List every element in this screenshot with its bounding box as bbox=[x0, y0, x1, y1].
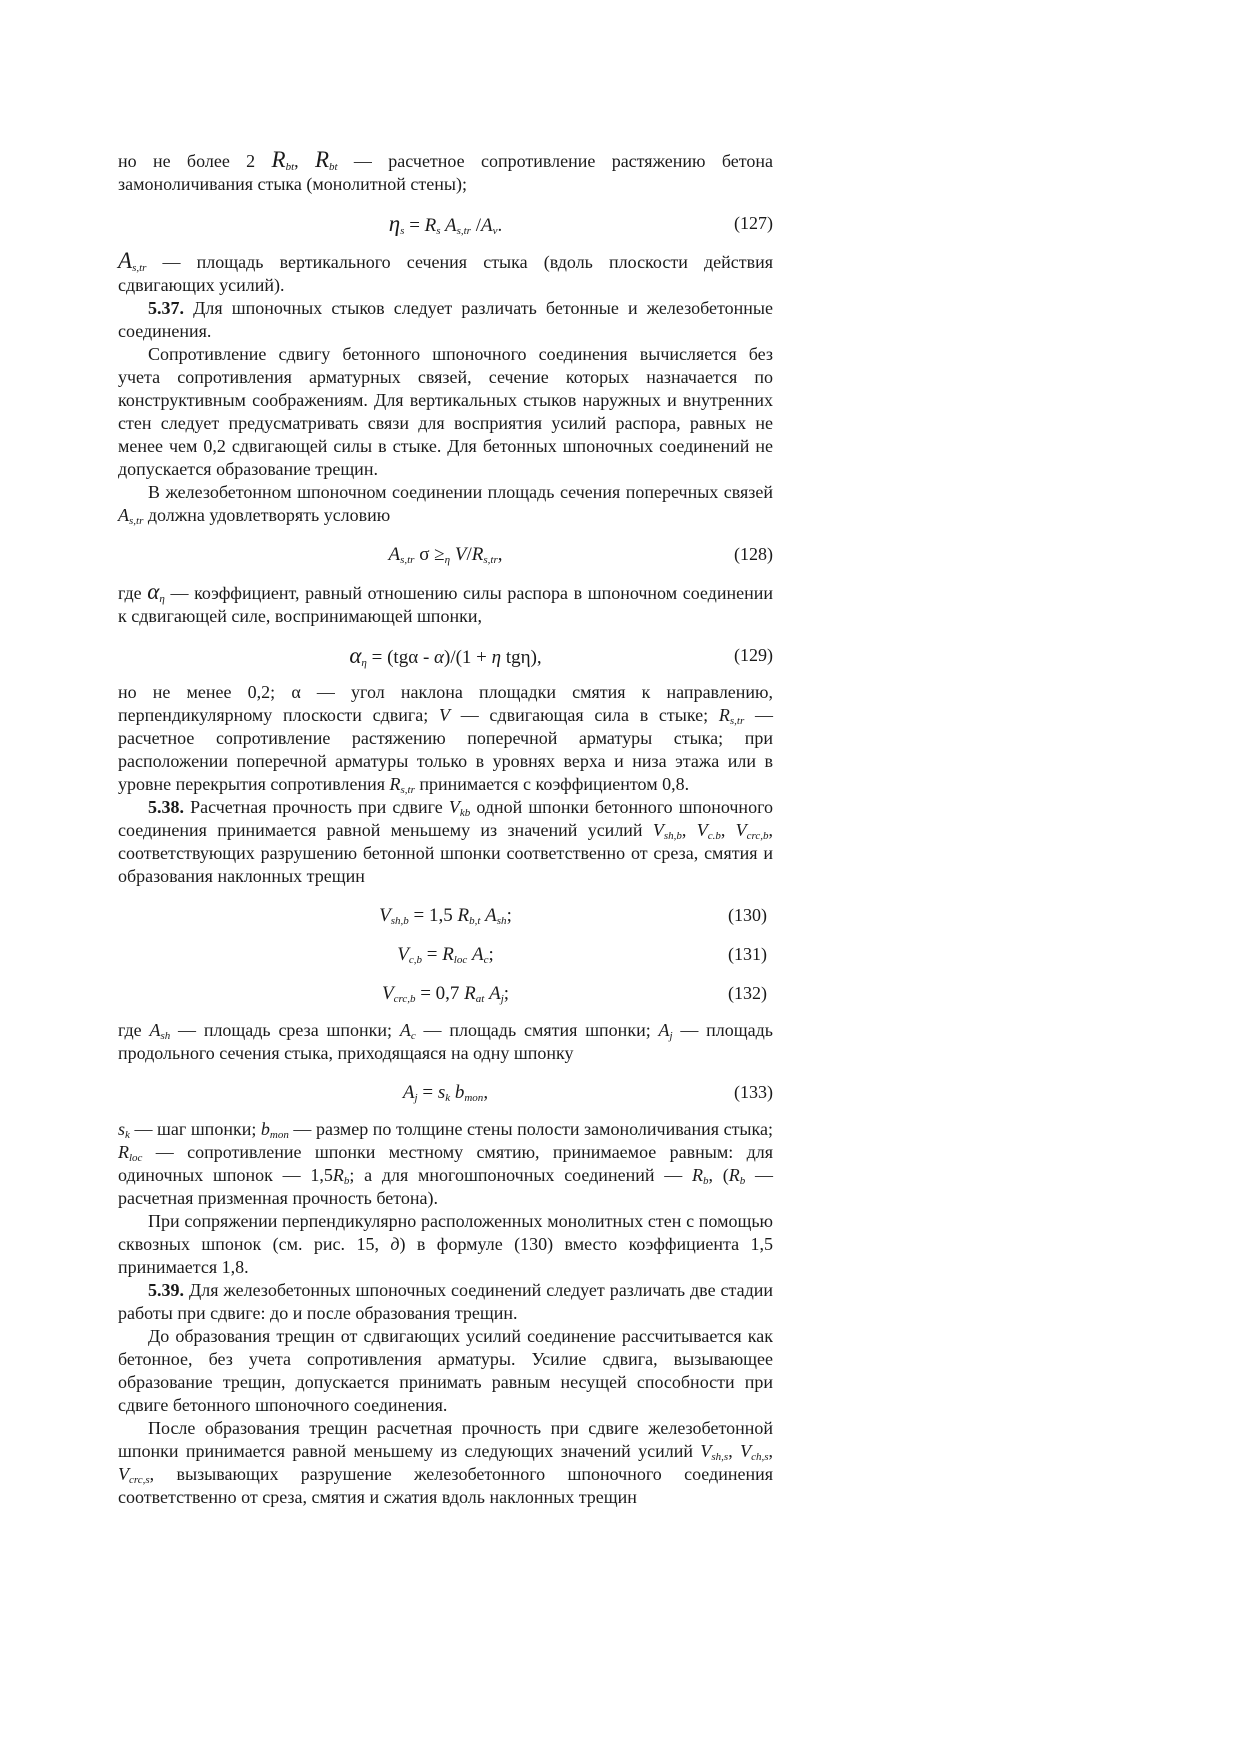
paragraph-alpha-definition: где $\alpha_\eta$ — коэффициент, равный отношению силы распора в шпоночном соединении к сдвигающей силе, воспринимающей шпонки, bbox=[118, 579, 773, 626]
formula-number: (133) bbox=[734, 1082, 773, 1102]
paragraph-astr-definition: $A_{s,tr}$ — площадь вертикального сечения стыка (вдоль плоскости действия сдвигающих усилий). bbox=[118, 248, 773, 295]
formula-131: $V_{c,b} = R_{loc}$ $A_c$; (131) bbox=[397, 944, 767, 966]
section-5-38: 5.38. Расчетная прочность при сдвиге $V_{kb}$ одной шпонки бетонного шпоночного соединения принимается равной меньшему из значений усилий $V_{sh,b}$, $V_{c.b}$, $V_{crc,b}$, соответствующих разрушению бетонной шпонки соответственно от среза, смятия и образования наклонных трещин bbox=[118, 797, 774, 886]
paragraph-after-cracks: После образования трещин расчетная прочность при сдвиге железобетонной шпонки принимается равной меньшему из следующих значений усилий $V_{sh,s}$, $V_{ch,s}$, $V_{crc,s}$, вызывающих разрушение железобетонного шпоночного соединения соответственно от среза, смятия и сжатия вдоль наклонных трещин bbox=[118, 1418, 773, 1507]
paragraph-rbt-definition: но не более 2 $R_{bt}$, $R_{bt}$ — расчетное сопротивление растяжению бетона замоноличивания стыка (монолитной стены); bbox=[118, 147, 773, 194]
paragraph-reinforced-condition: В железобетонном шпоночном соединении площадь сечения поперечных связей $A_{s,tr}$ должна удовлетворять условию bbox=[118, 482, 773, 527]
section-5-37: 5.37. Для шпоночных стыков следует различать бетонные и железобетонные соединения. bbox=[118, 298, 773, 341]
formula-130: $V_{sh,b} = 1,5$ $R_{b,t}$ $A_{sh}$; (130) bbox=[379, 905, 767, 927]
paragraph-area-definitions: где $A_{sh}$ — площадь среза шпонки; $A_c$ — площадь смятия шпонки; $A_j$ — площадь продольного сечения стыка, приходящаяся на одну шпонку bbox=[118, 1020, 773, 1063]
formula-127: $\eta_s = R_s$ $A_{s,tr}$ $/A_v$. (127) bbox=[388, 211, 773, 237]
formula-132: $V_{crc,b} = 0,7$ $R_{at}$ $A_j$; (132) bbox=[381, 983, 767, 1005]
paragraph-through-keys: При сопряжении перпендикулярно расположенных монолитных стен с помощью сквозных шпонок (см. рис. 15, д) в формуле (130) вместо коэффициента 1,5 принимается 1,8. bbox=[118, 1211, 773, 1277]
section-5-39: 5.39. Для железобетонных шпоночных соединений следует различать две стадии работы при сдвиге: до и после образования трещин. bbox=[118, 1280, 773, 1323]
paragraph-angle-definition: но не менее 0,2; α — угол наклона площадки смятия к направлению, перпендикулярному плоскости сдвига; V — сдвигающая сила в стыке; $R_{s,tr}$ — расчетное сопротивление растяжению поперечной арматуры стыка; при расположении поперечной арматуры только в уровнях верха и низа этажа или в уровне перекрытия сопротивления $R_{s,tr}$ принимается с коэффициентом 0,8. bbox=[118, 682, 774, 796]
formula-number: (130) bbox=[728, 905, 767, 925]
formula-number: (131) bbox=[728, 944, 767, 964]
formula-number: (128) bbox=[734, 544, 773, 564]
document-page bbox=[118, 148, 773, 1509]
formula-number: (132) bbox=[728, 983, 767, 1003]
formula-number: (127) bbox=[734, 213, 773, 233]
formula-129: $\alpha_\eta = (tg\alpha - \alpha)/(1 + \eta$ tgη), (129) bbox=[349, 643, 773, 669]
formula-128: $A_{s,tr}$ $\sigma \ge_\eta$ $V/R_{s,tr}$, (128) bbox=[388, 544, 773, 566]
formula-number: (129) bbox=[734, 645, 773, 665]
paragraph-pitch-definitions: $s_k$ — шаг шпонки; $b_{mon}$ — размер по толщине стены полости замоноличивания стыка; $R_{loc}$ — сопротивление шпонки местному смятию, принимаемое равным: для одиночных шпонок — $1,5R_b$; а для многошпоночных соединений — $R_b$, ($R_b$ — расчетная призменная прочность бетона). bbox=[118, 1119, 773, 1208]
paragraph-concrete-shear: Сопротивление сдвигу бетонного шпоночного соединения вычисляется без учета сопротивления арматурных связей, сечение которых назначается по конструктивным соображениям. Для вертикальных стыков наружных и внутренних стен следует предусматривать связи для восприятия усилий распора, равных не менее чем 0,2 сдвигающей силы в стыке. Для бетонных шпоночных соединений не допускается образование трещин. bbox=[118, 344, 773, 479]
paragraph-before-cracks: До образования трещин от сдвигающих усилий соединение рассчитывается как бетонное, без учета сопротивления арматуры. Усилие сдвига, вызывающее образование трещин, допускается принимать равным несущей способности при сдвиге бетонного шпоночного соединения. bbox=[118, 1326, 773, 1415]
formula-133: $A_j = s_k$ $b_{mon}$, (133) bbox=[402, 1082, 773, 1104]
